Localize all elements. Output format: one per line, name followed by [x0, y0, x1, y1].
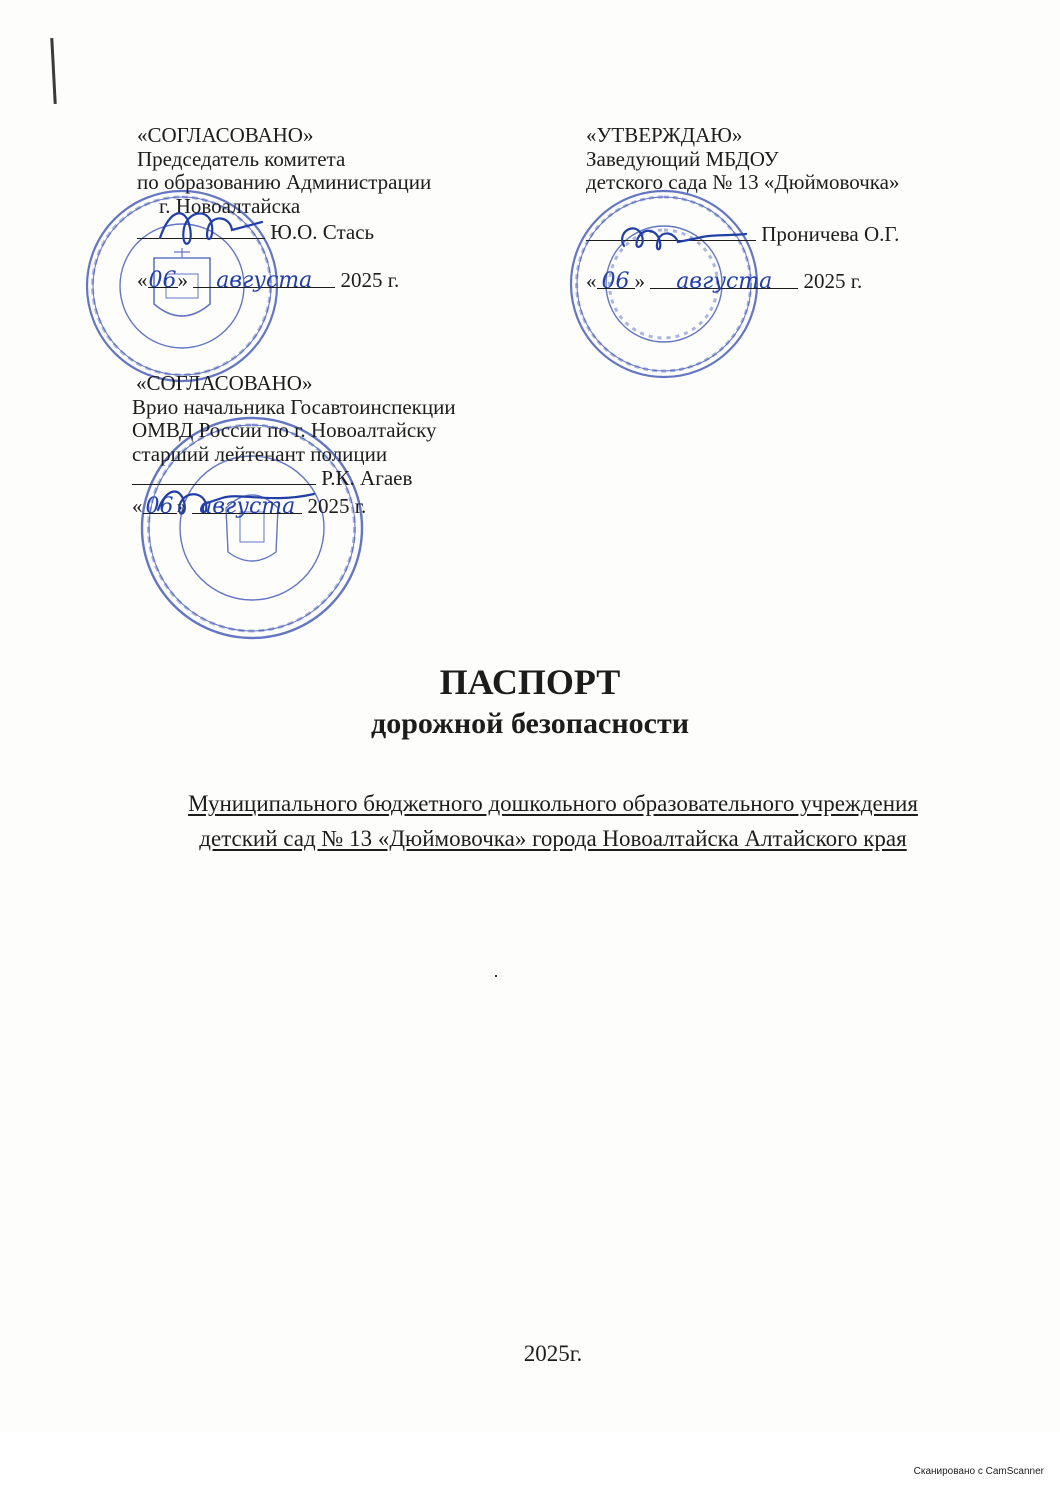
signature-committee-chair: [150, 198, 270, 258]
approval-position: Врио начальника Госавтоинспекции: [132, 394, 456, 419]
date-year: 2025 г.: [340, 267, 400, 292]
approval-signer: Проничева О.Г.: [761, 221, 900, 246]
date-month: августа: [193, 269, 335, 288]
date-quote-open: «: [137, 267, 148, 292]
approval-position: Председатель комитета: [137, 146, 346, 171]
approval-heading: «УТВЕРЖДАЮ»: [586, 123, 743, 147]
approval-signer: Ю.О. Стась: [270, 220, 375, 244]
approval-department: ОМВД России по г. Новоалтайску: [132, 418, 437, 442]
scan-bottom-margin: [0, 1432, 1060, 1500]
approval-organization: детского сада № 13 «Дюймовочка»: [586, 170, 900, 194]
date-year: 2025 г.: [803, 269, 863, 293]
stray-dot: [495, 975, 497, 977]
document-title: ПАСПОРТ: [439, 662, 621, 702]
date-day: 06: [597, 270, 635, 289]
approval-block-director: [586, 124, 899, 294]
date-quote-open: «: [586, 269, 597, 293]
date-day: 06: [143, 495, 177, 514]
approval-date-row: [586, 270, 899, 294]
signature-head: [612, 212, 752, 262]
date-quote-close: »: [177, 267, 188, 292]
date-quote-close: »: [634, 269, 645, 293]
approval-date-row: [137, 269, 431, 293]
approval-heading: «СОГЛАСОВАНО»: [137, 123, 314, 147]
date-month: августа: [650, 270, 798, 289]
date-year: 2025 г.: [307, 493, 367, 518]
document-subtitle: дорожной безопасности: [371, 707, 689, 740]
document-year: 2025г.: [523, 1341, 583, 1366]
approval-signer: Р.К. Агаев: [321, 466, 413, 490]
approval-city: г. Новоалтайска: [159, 193, 301, 218]
signature-police-chief: [150, 474, 320, 524]
approval-position-continued: по образованию Администрации: [137, 170, 432, 194]
date-month: августа: [192, 495, 302, 514]
approval-heading: «СОГЛАСОВАНО»: [136, 371, 313, 395]
date-quote-open: «: [132, 493, 143, 518]
date-quote-close: »: [176, 493, 187, 518]
approval-position: Заведующий МБДОУ: [586, 146, 779, 171]
organization-name-line2: детский сад № 13 «Дюймовочка» города Новоалтайска Алтайского края: [199, 826, 907, 851]
scan-edge-mark: [50, 38, 56, 104]
approval-rank: старший лейтенант полиции: [132, 441, 388, 466]
scanner-watermark: Сканировано с CamScanner: [913, 1466, 1044, 1477]
date-day: 06: [148, 267, 177, 293]
organization-name-line1: Муниципального бюджетного дошкольного образовательного учреждения: [188, 791, 918, 816]
